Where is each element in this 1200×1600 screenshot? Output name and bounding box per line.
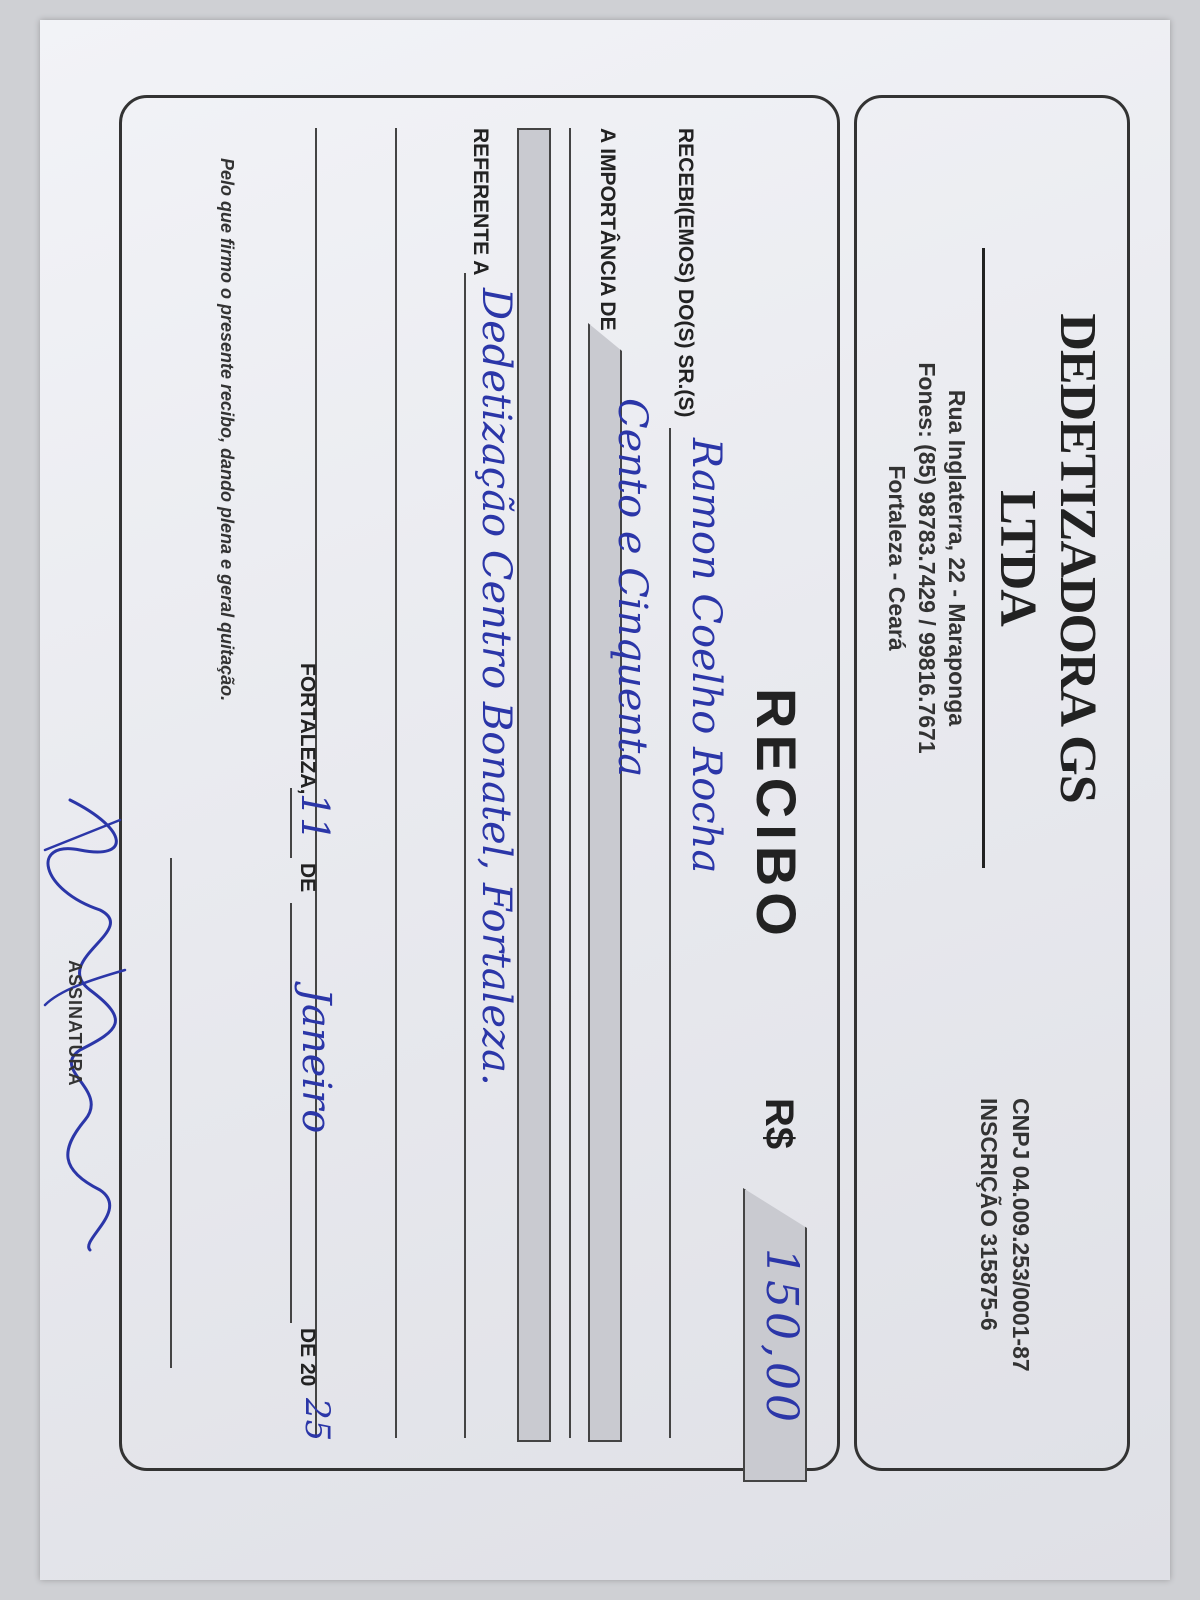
header-box — [854, 95, 1130, 1471]
quitacao-text: Pelo que firmo o presente recibo, dando plena e geral quitação. — [217, 158, 237, 702]
receipt-body-box — [119, 95, 840, 1471]
amount-words-line-2 — [569, 128, 571, 1438]
received-from-label: RECEBI(EMOS) DO(S) SR.(S) — [674, 128, 697, 418]
signature-line — [170, 858, 172, 1368]
company-name: DEDETIZADORA GS LTDA — [982, 248, 1107, 868]
reference-value: Dedetização Centro Bonatel, Fortaleza. — [473, 288, 519, 1086]
receipt-title: RECIBO — [745, 688, 808, 942]
company-block — [882, 248, 1107, 868]
company-city: Fortaleza - Ceará — [884, 465, 910, 651]
cnpj-text: CNPJ 04.009.253/0001-87 — [1008, 1098, 1034, 1372]
amount-words-value: Cento e Cinquenta — [609, 398, 655, 778]
signature-scribble — [30, 790, 140, 1260]
received-from-line — [669, 428, 671, 1438]
currency-label: R$ — [757, 1098, 801, 1150]
reference-line-2 — [395, 128, 397, 1438]
year-value: 25 — [297, 1398, 337, 1442]
reference-label: REFERENTE A — [469, 128, 492, 276]
received-from-value: Ramon Coelho Rocha — [683, 438, 729, 874]
city-label: FORTALEZA, — [296, 663, 319, 795]
month-line — [290, 903, 292, 1323]
amount-value: 150,00 — [756, 1248, 807, 1426]
signature-label: ASSINATURA — [65, 960, 85, 1087]
de-label-1: DE — [296, 863, 319, 893]
registry-block — [973, 1098, 1037, 1372]
inscricao-text: INSCRIÇÃO 315875-6 — [976, 1098, 1002, 1331]
reference-line — [464, 273, 466, 1438]
year-label: DE 20 — [296, 1328, 319, 1387]
company-address: Rua Inglaterra, 22 - Maraponga — [944, 389, 970, 727]
amount-words-continuation-field — [517, 128, 551, 1442]
month-value: Janeiro — [293, 988, 339, 1134]
company-phones: Fones: (85) 98783.7429 / 99816.7671 — [914, 362, 940, 754]
day-line — [290, 788, 292, 858]
day-value: 11 — [293, 793, 337, 842]
amount-words-label: A IMPORTÂNCIA DE — [596, 128, 619, 331]
